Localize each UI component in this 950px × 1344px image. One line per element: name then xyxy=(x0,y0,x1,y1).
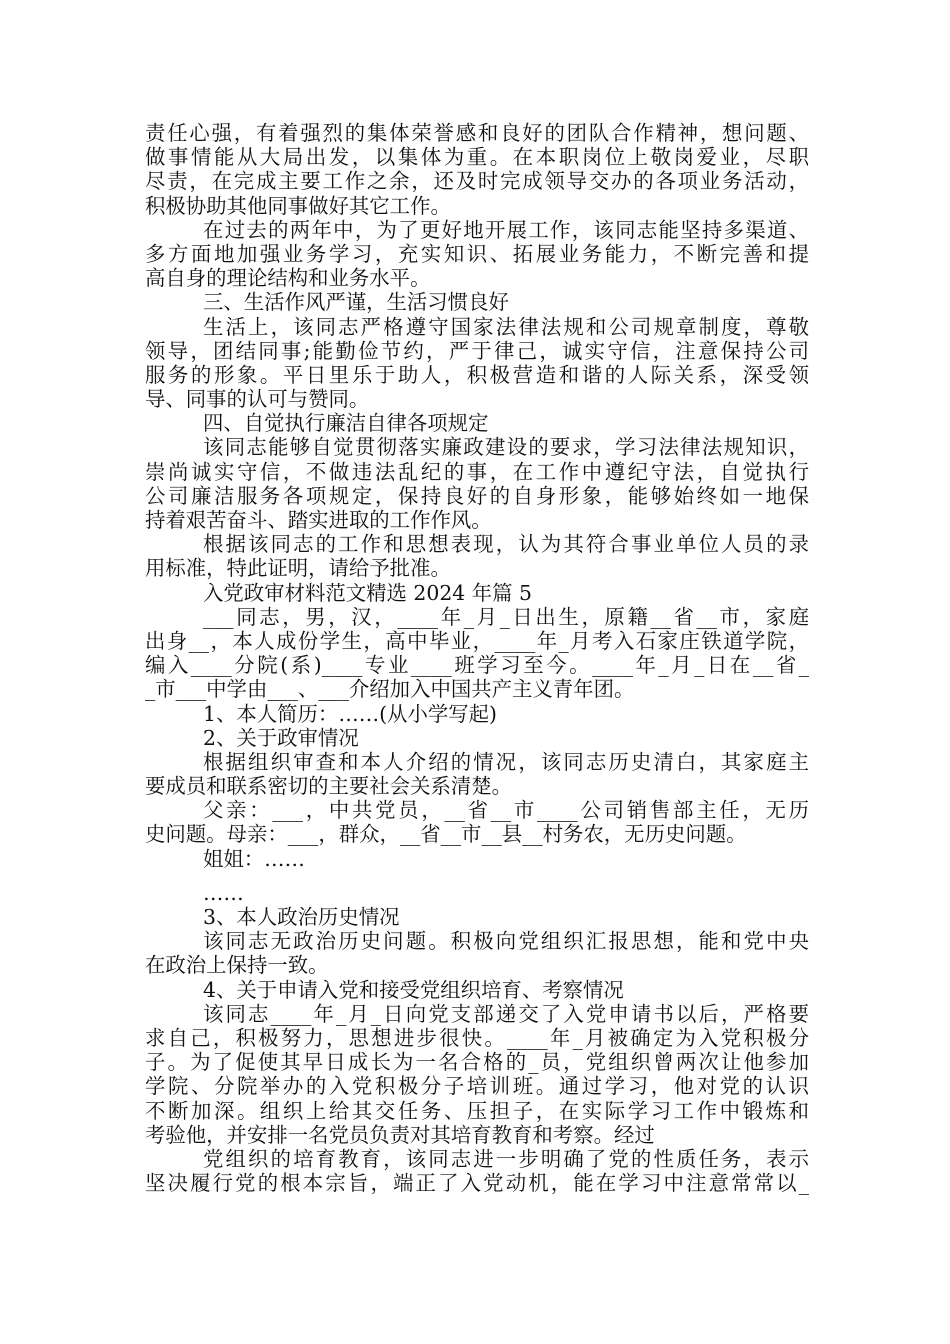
text-line: 编入____分院(系)____专业____班学习至今。____年_月_日在__省_ xyxy=(145,653,809,678)
text-line: 3、本人政治历史情况 xyxy=(203,905,400,929)
text-line: 学院、分院举办的入党积极分子培训班。通过学习，他对党的认识 xyxy=(145,1074,809,1099)
text-line: 求自己，积极努力，思想进步很快。____年_月被确定为入党积极分 xyxy=(145,1025,809,1050)
text-line: 根据组织审查和本人介绍的情况，该同志历史清白，其家庭主 xyxy=(203,749,809,774)
text-line: ___同志，男，汉，____年_月_日出生，原籍__省__市，家庭 xyxy=(203,604,809,629)
text-line: 在过去的两年中，为了更好地开展工作，该同志能坚持多渠道、 xyxy=(203,217,809,242)
text-line: 用标准，特此证明，请给予批准。 xyxy=(145,556,451,581)
text-line: 不断加深。组织上给其交任务、压担子，在实际学习工作中锻炼和 xyxy=(145,1098,809,1123)
text-line: 4、关于申请入党和接受党组织培育、考察情况 xyxy=(203,977,624,1002)
text-line: 要成员和联系密切的主要社会关系清楚。 xyxy=(145,774,513,799)
text-line: 公司廉洁服务各项规定，保持良好的自身形象，能够始终如一地保 xyxy=(145,483,809,508)
text-line: 子。为了促使其早日成长为一名合格的_员，党组织曾两次让他参加 xyxy=(145,1050,809,1075)
text-line: 父亲：___，中共党员，__省__市____公司销售部主任，无历 xyxy=(203,798,809,823)
text-line: 1、本人简历：……(从小学写起) xyxy=(203,701,497,726)
text-line: 在政治上保持一致。 xyxy=(145,953,329,978)
text-line: 该同志无政治历史问题。积极向党组织汇报思想，能和党中央 xyxy=(203,929,809,954)
text-line: 多方面地加强业务学习，充实知识、拓展业务能力，不断完善和提 xyxy=(145,241,809,266)
document-body xyxy=(145,121,809,1195)
text-line: 服务的形象。平日里乐于助人，积极营造和谐的人际关系，深受领 xyxy=(145,362,809,387)
line-gap xyxy=(145,871,809,881)
text-line: 领导，团结同事;能勤俭节约，严于律己，诚实守信，注意保持公司 xyxy=(145,338,809,363)
text-line: 责任心强，有着强烈的集体荣誉感和良好的团队合作精神，想问题、 xyxy=(145,121,809,145)
text-line: 坚决履行党的根本宗旨，端正了入党动机，能在学习中注意常常以_ xyxy=(145,1171,809,1196)
text-line: 该同志能够自觉贯彻落实廉政建设的要求，学习法律法规知识， xyxy=(203,435,809,460)
text-line: 高自身的理论结构和业务水平。 xyxy=(145,266,431,291)
text-line: 做事情能从大局出发，以集体为重。在本职岗位上敬岗爱业，尽职 xyxy=(145,145,809,170)
text-line: 2、关于政审情况 xyxy=(203,725,359,750)
text-line: 尽责，在完成主要工作之余，还及时完成领导交办的各项业务活动， xyxy=(145,169,809,194)
text-line: 考验他，并安排一名党员负责对其培育教育和考察。经过 xyxy=(145,1122,655,1147)
text-line: 出身__，本人成份学生，高中毕业，____年_月考入石家庄铁道学院， xyxy=(145,628,809,653)
text-line: 崇尚诚实守信，不做违法乱纪的事，在工作中遵纪守法，自觉执行 xyxy=(145,459,809,484)
text-line: 持着艰苦奋斗、踏实进取的工作作风。 xyxy=(145,508,492,532)
text-line: 史问题。母亲：___，群众，__省__市__县__村务农，无历史问题。 xyxy=(145,822,747,847)
text-line: 党组织的培育教育，该同志进一步明确了党的性质任务，表示 xyxy=(203,1146,809,1171)
text-line: …… xyxy=(203,880,244,905)
text-line: _市___中学由___、___介绍加入中国共产主义青年团。 xyxy=(145,677,635,702)
text-line: 根据该同志的工作和思想表现，认为其符合事业单位人员的录 xyxy=(203,532,809,557)
text-line: 导、同事的认可与赞同。 xyxy=(145,387,370,412)
text-line: 该同志____年_月_日向党支部递交了入党申请书以后，严格要 xyxy=(203,1001,809,1026)
text-line: 姐姐：…… xyxy=(203,846,305,871)
text-line: 积极协助其他同事做好其它工作。 xyxy=(145,193,451,218)
text-line: 入党政审材料范文精选 2024 年篇 5 xyxy=(203,580,532,605)
text-line: 三、生活作风严谨，生活习惯良好 xyxy=(203,290,509,315)
text-line: 生活上，该同志严格遵守国家法律法规和公司规章制度，尊敬 xyxy=(203,314,809,339)
text-line: 四、自觉执行廉洁自律各项规定 xyxy=(203,411,489,436)
